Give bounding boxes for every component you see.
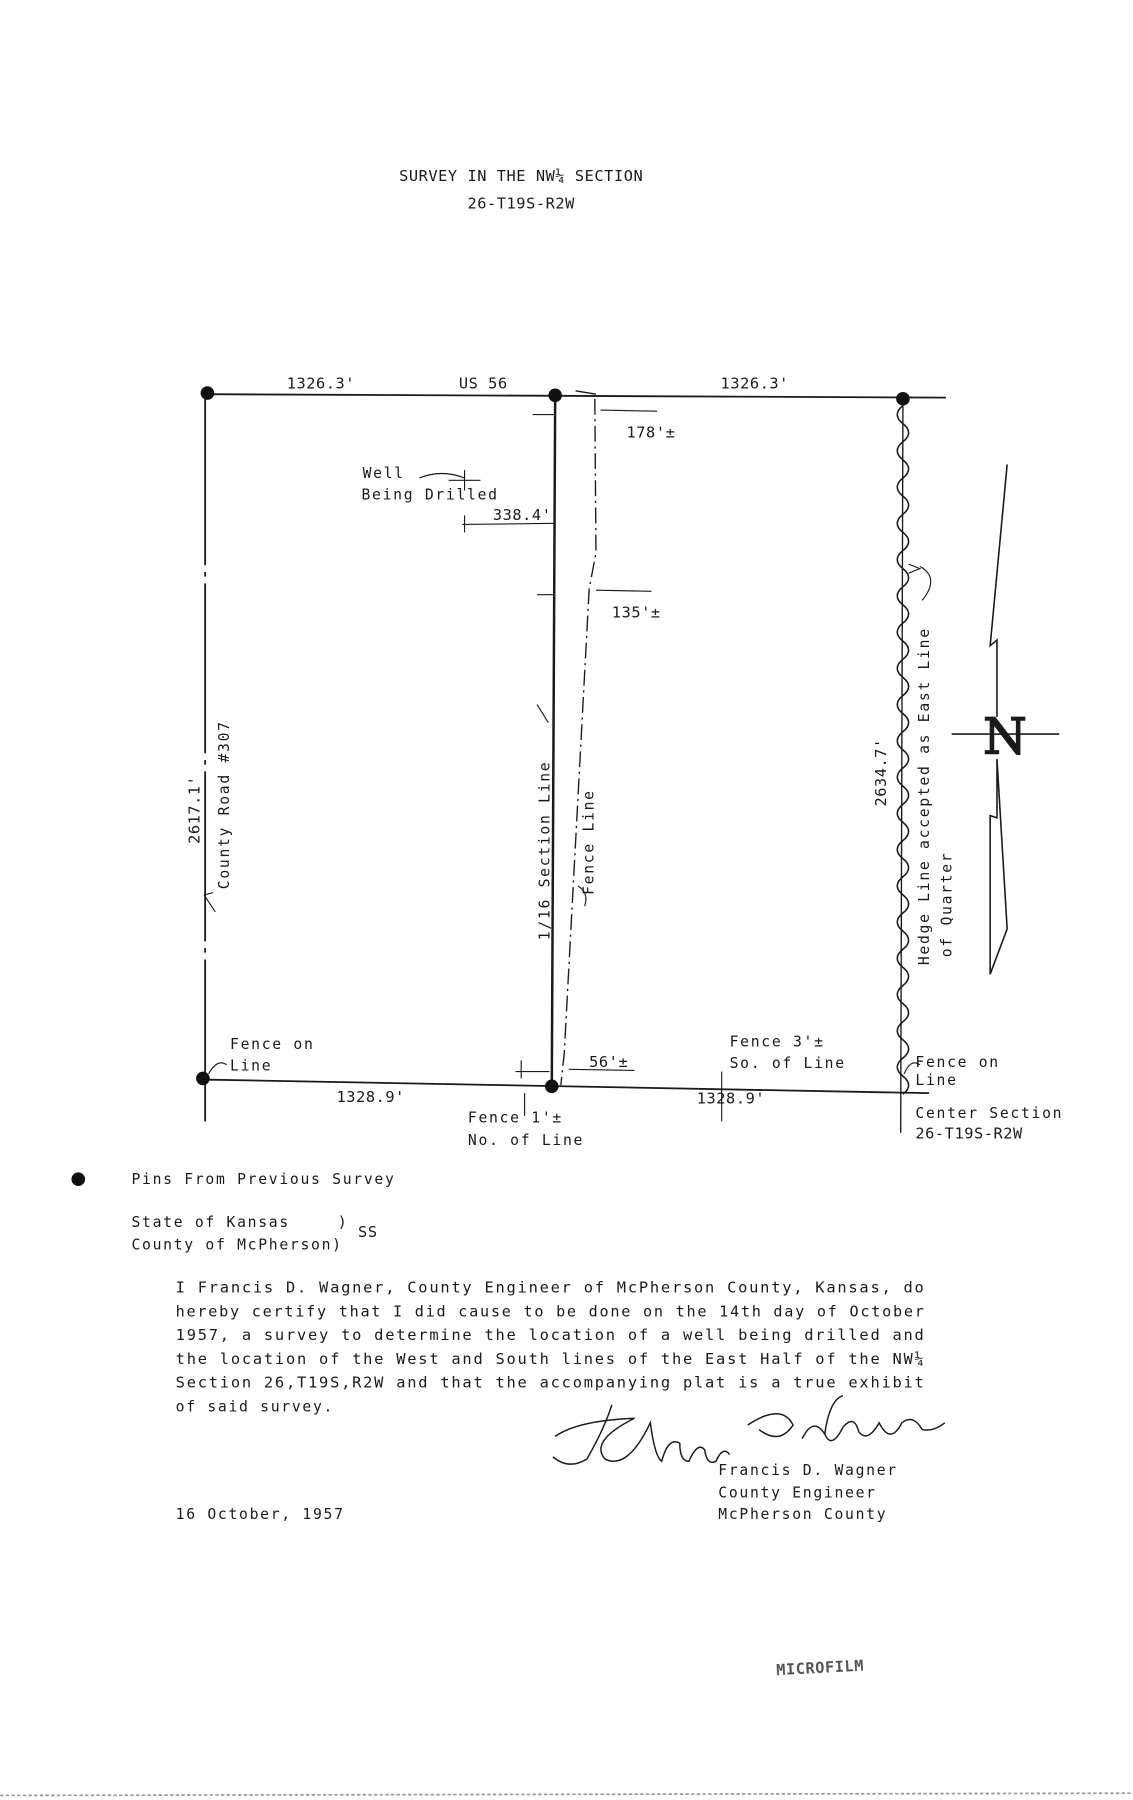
label-fence-3-2: So. of Line — [729, 1055, 846, 1073]
cert-line: the location of the West and South lines of the East Half of the NW¼ — [175, 1350, 926, 1368]
label-fence-on-line-w-1: Fence on — [230, 1035, 315, 1053]
label-well-2: Being Drilled — [361, 486, 499, 504]
cert-ss: SS — [358, 1223, 378, 1242]
microfilm-stamp: MICROFILM — [775, 1656, 865, 1680]
label-hedge-1: Hedge Line accepted as East Line — [915, 627, 933, 966]
fence-jog — [576, 391, 596, 394]
title-line-1: SURVEY IN THE NW¼ SECTION — [399, 167, 644, 186]
label-well-1: Well — [362, 465, 405, 483]
label-road-top: US 56 — [458, 374, 508, 393]
pin-legend — [71, 1172, 85, 1186]
label-fence-offset-top: 178'± — [626, 423, 676, 442]
label-fence-on-line-w-2: Line — [230, 1057, 273, 1075]
label-fence-1-1: Fence 1'± — [467, 1109, 563, 1127]
label-bottom-left-distance: 1328.9' — [336, 1088, 405, 1107]
label-section-line: 1/16 Section Line — [536, 760, 554, 941]
pin-nw — [201, 386, 215, 400]
label-well-distance: 338.4' — [492, 505, 552, 524]
signer-title: County Engineer — [718, 1484, 877, 1502]
label-fence-on-line-e-1: Fence on — [915, 1054, 1000, 1072]
label-fence-offset-mid: 135'± — [611, 603, 661, 622]
cert-line: Section 26,T19S,R2W and that the accompanying plat is a true exhibit — [175, 1374, 926, 1392]
label-fence-56: 56'± — [589, 1053, 629, 1072]
cert-line: 1957, a survey to determine the location of a well being drilled and — [175, 1327, 926, 1345]
label-top-left-distance: 1326.3' — [286, 374, 356, 393]
label-hedge-2: of Quarter — [938, 851, 956, 958]
plat-boundary — [203, 394, 946, 1133]
title-line-2: 26-T19S-R2W — [467, 194, 575, 213]
pin-ne — [896, 392, 910, 406]
label-bottom-right-distance: 1328.9' — [696, 1089, 766, 1108]
label-east-distance: 2634.7' — [871, 738, 890, 807]
label-top-right-distance: 1326.3' — [720, 374, 789, 393]
label-fence-3-1: Fence 3'± — [729, 1033, 825, 1051]
fence-line — [561, 399, 596, 1085]
north-arrow-icon — [952, 464, 1060, 974]
cert-state: State of Kansas — [131, 1213, 290, 1231]
label-center-2: 26-T19S-R2W — [915, 1124, 1023, 1143]
cert-date: 16 October, 1957 — [175, 1506, 345, 1524]
pin-n — [548, 389, 562, 403]
handwritten-signature — [553, 1396, 945, 1465]
label-center-1: Center Section — [915, 1105, 1064, 1123]
cert-paren: ) — [337, 1212, 348, 1231]
label-west-road: County Road #307 — [215, 720, 233, 890]
north-letter: N — [983, 707, 1027, 766]
cert-line: I Francis D. Wagner, County Engineer of McPherson County, Kansas, do — [175, 1279, 926, 1297]
signer-name: Francis D. Wagner — [718, 1461, 898, 1479]
signer-county: McPherson County — [718, 1506, 888, 1524]
legend-pins: Pins From Previous Survey — [131, 1170, 396, 1188]
label-west-distance: 2617.1' — [185, 775, 204, 844]
scan-edge — [0, 1793, 1133, 1795]
pin-sw — [196, 1072, 210, 1086]
label-fence-line: Fence Line — [580, 789, 598, 895]
label-fence-1-2: No. of Line — [467, 1132, 585, 1150]
dimension-leaders — [204, 410, 931, 1121]
label-fence-on-line-e-2: Line — [915, 1072, 958, 1090]
cert-county: County of McPherson) — [131, 1236, 343, 1254]
certificate-body — [176, 1280, 926, 1416]
pin-s — [545, 1080, 559, 1094]
cert-line: of said survey. — [175, 1398, 335, 1416]
cert-line: hereby certify that I did cause to be done on the 14th day of October — [175, 1303, 926, 1321]
